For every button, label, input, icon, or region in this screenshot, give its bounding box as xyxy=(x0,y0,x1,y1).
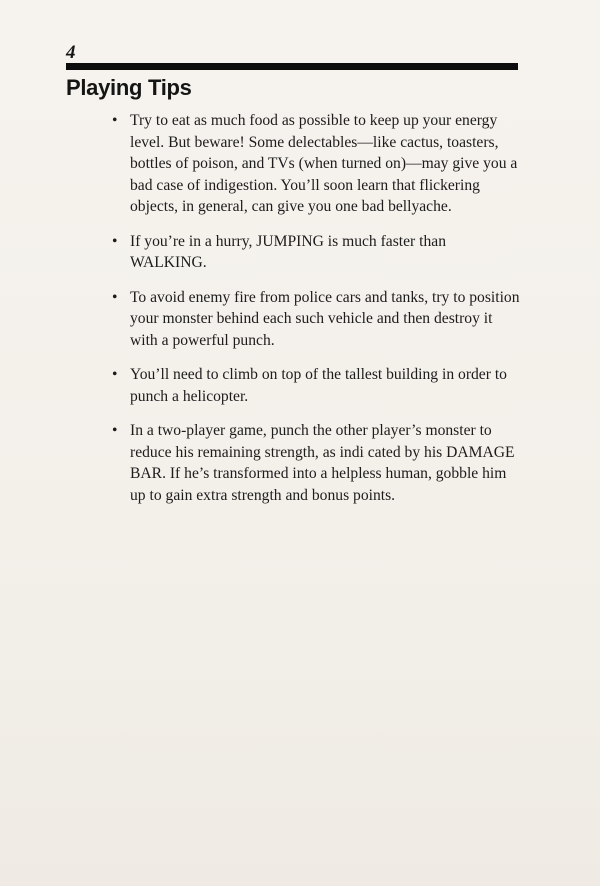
page-number: 4 xyxy=(66,42,76,63)
tips-list xyxy=(112,110,522,519)
section-heading: Playing Tips xyxy=(66,75,192,100)
header-rule xyxy=(66,63,518,70)
tip-text: To avoid enemy fire from police cars and tanks, try to position your monster behind each such vehicle and then destroy it with a powerful punch. xyxy=(130,288,520,349)
bullet-icon: • xyxy=(112,232,118,250)
tip-item xyxy=(112,231,522,274)
bullet-icon: • xyxy=(112,288,118,306)
tip-text: If you’re in a hurry, JUMPING is much faster than WALKING. xyxy=(130,232,446,271)
tip-item xyxy=(112,110,522,218)
bullet-icon: • xyxy=(112,366,118,383)
tip-item xyxy=(112,364,522,407)
tip-text: You’ll need to climb on top of the tallest building in order to punch a helicopter. xyxy=(130,366,507,405)
bullet-icon: • xyxy=(112,422,118,439)
tip-text: In a two-player game, punch the other player’s monster to reduce his remaining strength, as indi cated by his DAMAGE BAR. If he’s transformed into a helpless human, gobble him up to gain extra strength and bonus points. xyxy=(130,422,515,504)
bullet-icon: • xyxy=(112,112,118,129)
tip-item xyxy=(112,287,522,352)
tip-text: Try to eat as much food as possible to keep up your energy level. But beware! Some delectables—like cactus, toasters, bottles of poison, and TVs (when turned on)—may give you a bad case of indigestion. You’ll soon learn that flickering objects, in general, can give you one bad bellyache. xyxy=(130,112,518,215)
tip-item xyxy=(112,420,522,506)
